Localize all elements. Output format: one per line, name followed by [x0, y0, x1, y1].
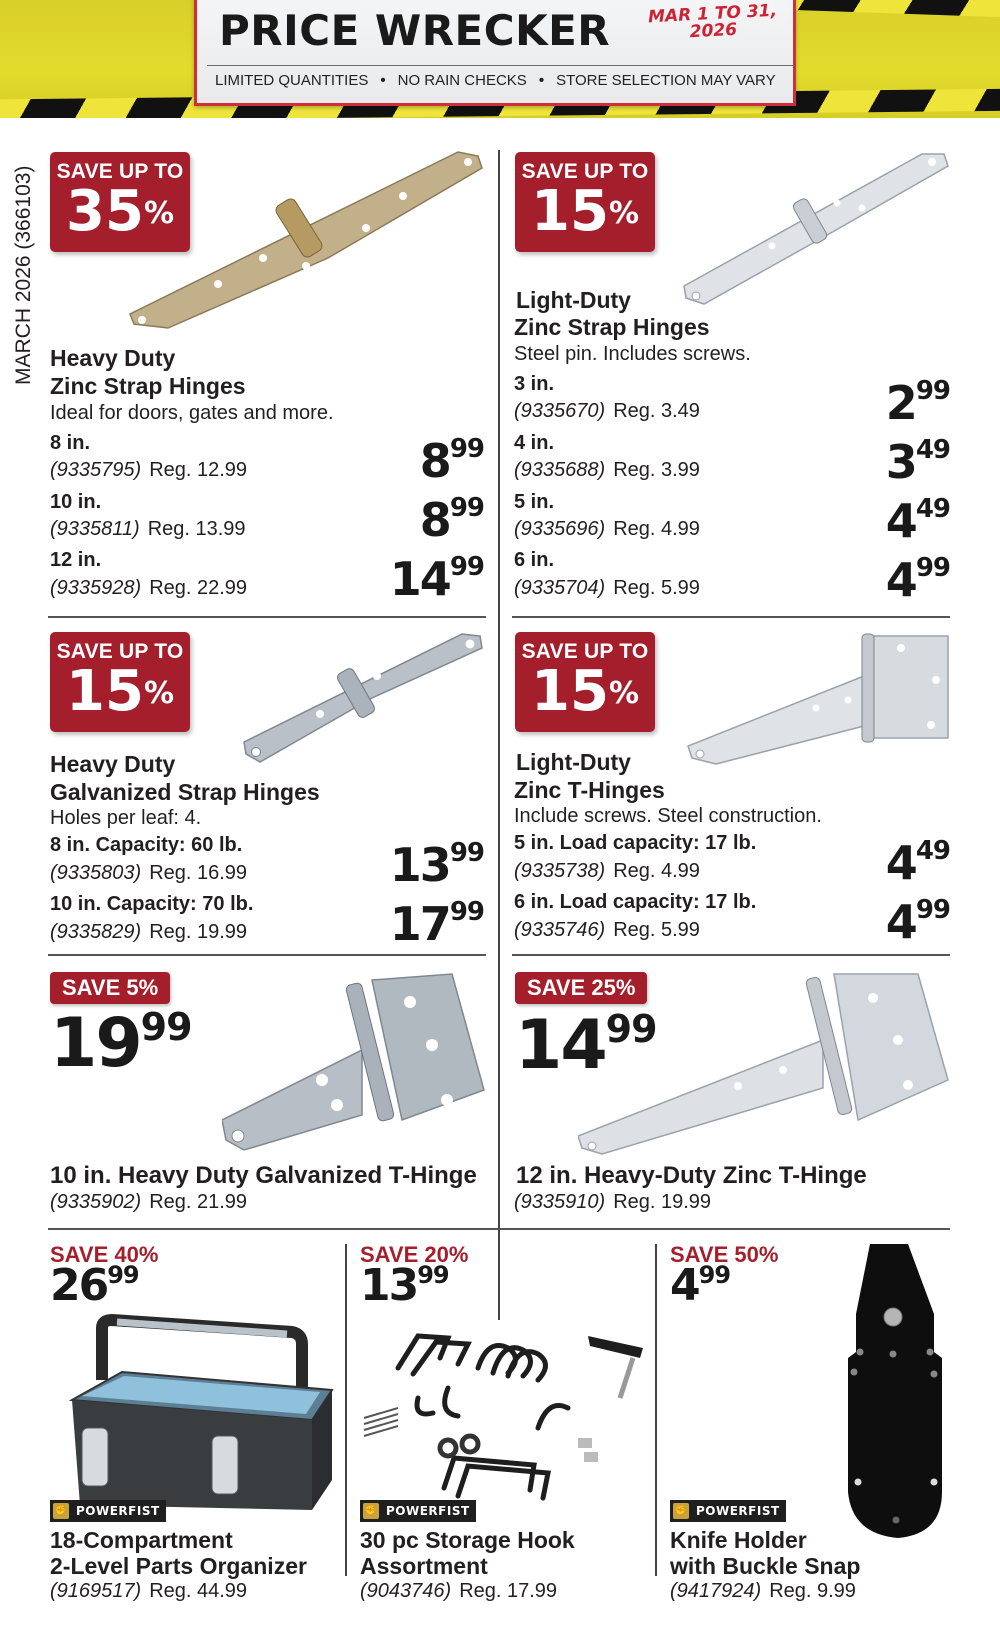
- badge-percent: 15%: [531, 659, 639, 724]
- divider: [48, 1228, 950, 1230]
- powerfist-brand-logo: ✊ POWERFIST: [360, 1500, 476, 1522]
- save-badge: SAVE 25%: [515, 972, 647, 1004]
- product-title: Heavy Duty: [50, 345, 176, 371]
- variant-sku-reg: (9335803) Reg. 16.99: [50, 862, 248, 884]
- bullet: •: [380, 72, 386, 89]
- galvanized-t-hinge-image: [222, 970, 487, 1155]
- variant-size: 5 in.: [514, 491, 555, 513]
- variant-size: 12 in.: [50, 549, 102, 571]
- galvanized-strap-hinge-image: [242, 628, 487, 768]
- divider: [655, 1244, 657, 1576]
- badge-label: SAVE UP TO: [521, 160, 649, 183]
- variant-size: 8 in. Capacity: 60 lb.: [50, 834, 243, 856]
- product-sku-reg: (9335902) Reg. 21.99: [50, 1191, 248, 1213]
- bullet: •: [538, 72, 545, 89]
- sale-price: 499: [670, 1260, 731, 1311]
- save-badge: SAVE 5%: [50, 972, 170, 1004]
- product-description: Ideal for doors, gates and more.: [50, 402, 334, 424]
- variant-sku-reg: (9335704) Reg. 5.99: [514, 577, 700, 599]
- light-zinc-strap-hinge-image: [682, 148, 952, 308]
- variant-sku-reg: (9335829) Reg. 19.99: [50, 921, 248, 943]
- condition-limited: LIMITED QUANTITIES: [215, 72, 369, 89]
- promo-conditions: [215, 72, 776, 89]
- save-label: SAVE 50%: [670, 1242, 779, 1267]
- product-sku-reg: (9169517) Reg. 44.99: [50, 1580, 248, 1602]
- badge-label: SAVE UP TO: [521, 640, 649, 663]
- powerfist-fist-icon: ✊: [673, 1503, 689, 1519]
- variant-sku-reg: (9335746) Reg. 5.99: [514, 919, 700, 941]
- badge-label: SAVE UP TO: [56, 160, 184, 183]
- sale-price: 1499: [515, 1006, 657, 1085]
- product-title: Zinc Strap Hinges: [514, 314, 710, 340]
- product-title: 30 pc Storage Hook: [360, 1527, 575, 1553]
- badge-percent: 15%: [531, 179, 639, 244]
- parts-organizer-image: [62, 1310, 337, 1515]
- variant-sku-reg: (9335670) Reg. 3.49: [514, 400, 700, 422]
- product-sku-reg: (9043746) Reg. 17.99: [360, 1580, 558, 1602]
- variant-size: 10 in. Capacity: 70 lb.: [50, 893, 254, 915]
- sale-price: 499: [885, 895, 950, 949]
- promo-dates: MAR 1 TO 31, 2026: [647, 0, 778, 43]
- product-title: 10 in. Heavy Duty Galvanized T-Hinge: [50, 1162, 477, 1189]
- powerfist-fist-icon: ✊: [363, 1503, 379, 1519]
- powerfist-fist-icon: ✊: [53, 1503, 69, 1519]
- divider: [512, 954, 950, 956]
- product-description: Include screws. Steel construction.: [514, 805, 822, 827]
- product-description: Steel pin. Includes screws.: [514, 343, 751, 365]
- sale-price: 449: [885, 494, 950, 548]
- product-sku-reg: (9417924) Reg. 9.99: [670, 1580, 856, 1602]
- condition-no-rain-checks: NO RAIN CHECKS: [397, 72, 527, 89]
- product-title: 18-Compartment: [50, 1527, 233, 1553]
- product-description: Holes per leaf: 4.: [50, 807, 202, 829]
- product-title: with Buckle Snap: [670, 1553, 861, 1579]
- product-title: 12 in. Heavy-Duty Zinc T-Hinge: [516, 1162, 867, 1189]
- variant-size: 10 in.: [50, 491, 102, 513]
- divider: [345, 1244, 347, 1576]
- product-title: Zinc Strap Hinges: [50, 373, 246, 399]
- variant-size: 8 in.: [50, 432, 91, 454]
- page-title: PRICE WRECKER: [219, 6, 611, 55]
- powerfist-brand-logo: ✊ POWERFIST: [670, 1500, 786, 1522]
- variant-size: 4 in.: [514, 432, 555, 454]
- save-label: SAVE 40%: [50, 1242, 159, 1267]
- header-sign: [194, 0, 796, 106]
- sale-price: 449: [885, 836, 950, 890]
- sale-price: 349: [885, 435, 950, 489]
- storage-hooks-image: [358, 1318, 648, 1503]
- zinc-strap-hinge-image: [128, 148, 488, 333]
- product-title: Heavy Duty: [50, 751, 176, 777]
- product-title: Light-Duty: [516, 749, 631, 775]
- divider: [48, 616, 486, 618]
- product-sku-reg: (9335910) Reg. 19.99: [514, 1191, 712, 1213]
- sale-price: 1799: [389, 897, 484, 951]
- variant-sku-reg: (9335696) Reg. 4.99: [514, 518, 700, 540]
- zinc-t-hinge-large-image: [578, 970, 950, 1155]
- save-badge: [50, 632, 190, 732]
- product-title: 2-Level Parts Organizer: [50, 1553, 307, 1579]
- variant-size: 6 in.: [514, 549, 555, 571]
- product-title: Galvanized Strap Hinges: [50, 779, 320, 805]
- badge-label: SAVE UP TO: [56, 640, 184, 663]
- flyer-edition-label: MARCH 2026 (366103): [12, 165, 35, 385]
- sale-price: 299: [885, 376, 950, 430]
- divider: [207, 65, 793, 66]
- sale-price: 899: [419, 434, 484, 488]
- sale-price: 899: [419, 493, 484, 547]
- product-title: Zinc T-Hinges: [514, 777, 665, 803]
- variant-sku-reg: (9335738) Reg. 4.99: [514, 860, 700, 882]
- product-title: Assortment: [360, 1553, 488, 1579]
- variant-size: 5 in. Load capacity: 17 lb.: [514, 832, 757, 854]
- save-badge: [515, 632, 655, 732]
- variant-size: 3 in.: [514, 373, 555, 395]
- save-badge: [515, 152, 655, 252]
- sale-price: 1399: [389, 838, 484, 892]
- zinc-t-hinge-image: [686, 630, 951, 765]
- badge-percent: 15%: [66, 659, 174, 724]
- sale-price: 499: [885, 553, 950, 607]
- variant-sku-reg: (9335811) Reg. 13.99: [50, 518, 246, 540]
- price-wrecker-header: [0, 0, 1000, 118]
- variant-sku-reg: (9335928) Reg. 22.99: [50, 577, 248, 599]
- sale-price: 1499: [389, 552, 484, 606]
- condition-store-selection: STORE SELECTION MAY VARY: [556, 72, 776, 89]
- variant-size: 6 in. Load capacity: 17 lb.: [514, 891, 757, 913]
- powerfist-brand-logo: ✊ POWERFIST: [50, 1500, 166, 1522]
- divider: [48, 954, 486, 956]
- save-label: SAVE 20%: [360, 1242, 469, 1267]
- sale-price: 1999: [50, 1004, 192, 1083]
- sale-price: 1399: [360, 1260, 449, 1311]
- divider: [512, 616, 950, 618]
- product-title: Knife Holder: [670, 1527, 807, 1553]
- sale-price: 2699: [50, 1260, 139, 1311]
- badge-percent: 35%: [66, 179, 174, 244]
- divider: [498, 150, 500, 1320]
- variant-sku-reg: (9335688) Reg. 3.99: [514, 459, 700, 481]
- knife-holder-image: [838, 1242, 948, 1542]
- product-title: Light-Duty: [516, 287, 631, 313]
- variant-sku-reg: (9335795) Reg. 12.99: [50, 459, 248, 481]
